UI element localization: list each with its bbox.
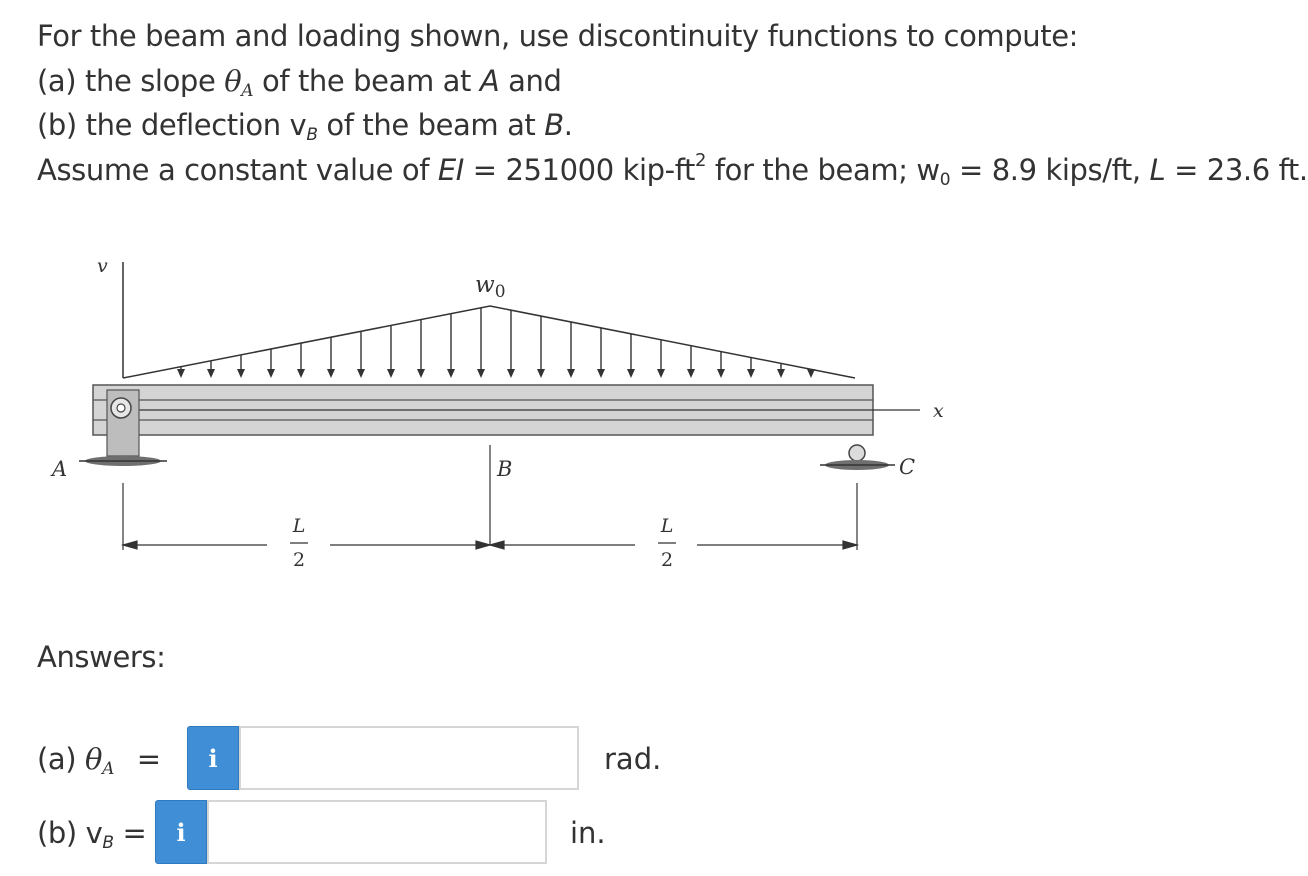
distributed-load <box>123 306 855 378</box>
point-b-label: B <box>497 457 513 481</box>
theta-symbol: θ <box>224 63 242 98</box>
dimension-label-left <box>290 515 308 571</box>
point-a-label: A <box>52 457 68 481</box>
answer-a-unit: rad. <box>604 742 662 776</box>
problem-line-1: For the beam and loading shown, use discontinuity functions to compute: <box>37 19 1079 53</box>
v-axis-label: v <box>97 255 108 277</box>
problem-statement <box>37 14 1308 192</box>
info-button-b[interactable]: i <box>155 800 207 864</box>
beam-diagram <box>35 240 975 585</box>
w0-label: $w_0$ <box>475 272 506 302</box>
answer-b-input[interactable] <box>207 800 547 864</box>
svg-text:L: L <box>292 515 306 537</box>
answer-a-label: (a) $\theta_A$ = <box>37 742 161 779</box>
answer-b-label: (b) $v_B$ = <box>37 816 147 853</box>
answer-a-input[interactable] <box>239 726 579 790</box>
answer-row-a <box>37 726 737 792</box>
svg-text:2: 2 <box>660 549 674 571</box>
answer-row-b <box>37 800 637 866</box>
roller-support-c <box>820 445 895 470</box>
load-arrows <box>177 308 815 378</box>
svg-text:2: 2 <box>292 549 306 571</box>
problem-line-3: (b) the deflection $v_B$ of the beam at B. <box>37 108 573 145</box>
point-c-label: C <box>899 455 916 479</box>
problem-line-4: Assume a constant value of EI = 251000 kip-$ft^2$ for the beam; $w_0 = 8.9$ kips/ft, L = 23.6 ft. <box>37 149 1308 190</box>
answers-heading: Answers: <box>37 640 166 674</box>
svg-text:L: L <box>660 515 674 537</box>
info-button-a[interactable]: i <box>187 726 239 790</box>
x-axis-label: x <box>933 400 944 422</box>
problem-line-2: (a) the slope $\theta_A$ of the beam at A and <box>37 63 562 101</box>
answer-b-unit: in. <box>570 816 606 850</box>
dimension-label-right <box>658 515 676 571</box>
